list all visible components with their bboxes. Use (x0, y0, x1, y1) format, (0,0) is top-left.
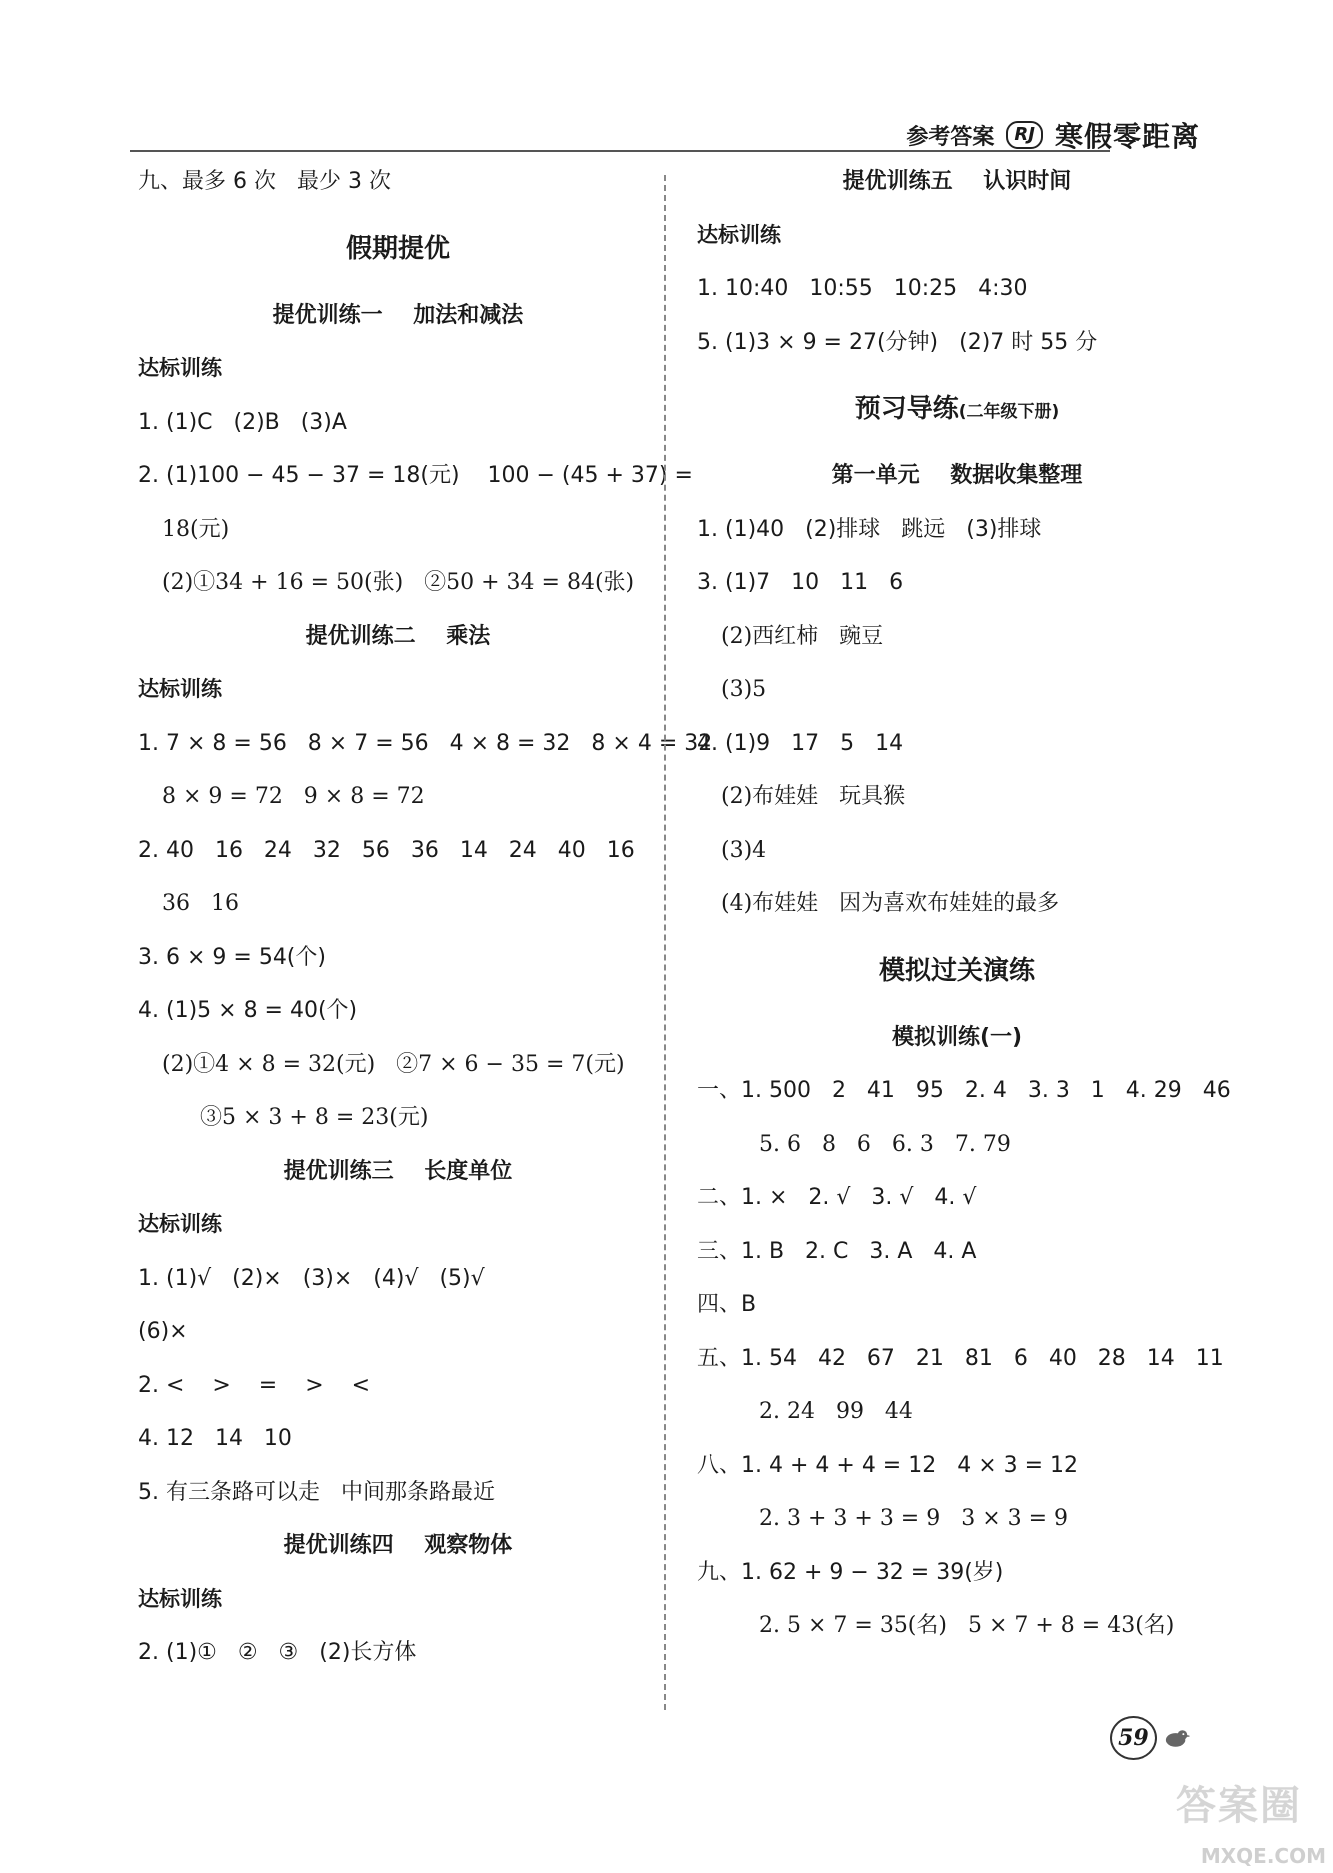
subsection-label (138, 663, 658, 717)
answer-line (138, 1626, 658, 1680)
column-divider (664, 175, 666, 1710)
section-heading (697, 1011, 1217, 1065)
answer-line (697, 1171, 1217, 1225)
answer-line (697, 1599, 1217, 1653)
answer-line (138, 503, 658, 557)
page-header (130, 105, 1200, 155)
answer-line (697, 1385, 1217, 1439)
line-text: (3)5 (721, 677, 767, 702)
line-text: 2. 40 16 24 32 56 36 14 24 40 16 (138, 837, 635, 863)
answer-line (138, 396, 658, 450)
answer-line (697, 556, 1217, 610)
header-label: 参考答案 (906, 124, 995, 150)
answer-line (697, 1546, 1217, 1600)
section-heading (697, 155, 1217, 209)
watermark (1170, 1770, 1330, 1870)
line-text: 2. (1)① ② ③ (2)长方体 (138, 1640, 417, 1665)
line-text: 1. 7 × 8 = 56 8 × 7 = 56 4 × 8 = 32 8 × 4 = 32 (138, 730, 713, 756)
header-brand-group (906, 115, 1200, 155)
answer-line (697, 1332, 1224, 1386)
line-text: 5. (1)3 × 9 = 27(分钟) (2)7 时 55 分 (697, 329, 1098, 355)
line-text: 36 16 (162, 891, 239, 916)
answer-line (697, 1064, 1231, 1118)
subsection-label (138, 1573, 658, 1627)
line-text: ③5 × 3 + 8 = 23(元) (200, 1105, 429, 1130)
line-text: 三、1. B 2. C 3. A 4. A (697, 1238, 977, 1264)
line-text: 2. 3 + 3 + 3 = 9 3 × 3 = 9 (759, 1506, 1069, 1531)
line-text: 第一单元 数据收集整理 (831, 463, 1083, 488)
page-number: 59 (1110, 1716, 1157, 1760)
answer-line (138, 1359, 658, 1413)
line-text: 假期提优 (345, 233, 450, 264)
line-text: 九、最多 6 次 最少 3 次 (138, 169, 391, 194)
answer-line (697, 1225, 1217, 1279)
line-text: 提优训练五 认识时间 (842, 169, 1072, 194)
right-column (697, 155, 1231, 1653)
line-text: (2)布娃娃 玩具猴 (721, 784, 906, 809)
answer-line (138, 717, 713, 771)
answer-line (138, 449, 693, 503)
line-text: 四、B (697, 1292, 757, 1317)
answer-line (697, 610, 1217, 664)
watermark-site: MXQE.COM (1200, 1844, 1326, 1868)
brand-logo: 寒假零距离 (1054, 120, 1200, 153)
answer-line (138, 877, 658, 931)
answer-line (138, 931, 658, 985)
line-text: 2. < > = > < (138, 1372, 371, 1398)
answer-line (697, 316, 1217, 370)
heading-suffix: (二年级下册) (958, 402, 1060, 422)
answer-line (138, 155, 658, 209)
rj-badge: RJ (1006, 121, 1043, 149)
answer-line (138, 1252, 658, 1306)
line-text: 达标训练 (138, 356, 222, 380)
bird-icon (1161, 1726, 1190, 1750)
line-text: 1. (1)C (2)B (3)A (138, 409, 347, 435)
answer-line (697, 663, 1217, 717)
answer-line (697, 1492, 1217, 1546)
answer-line (697, 262, 1217, 316)
answer-line (697, 824, 1217, 878)
line-text: 八、1. 4 + 4 + 4 = 12 4 × 3 = 12 (697, 1452, 1079, 1478)
answer-line (138, 770, 658, 824)
answer-line (697, 717, 1217, 771)
watermark-logo: 答案圈 (1176, 1783, 1302, 1829)
section-heading (138, 289, 658, 343)
answer-line (697, 1278, 1217, 1332)
line-text: (3)4 (721, 837, 767, 863)
line-text: 达标训练 (697, 222, 781, 247)
line-text: 提优训练一 加法和减法 (272, 302, 524, 328)
page-number-badge (1110, 1718, 1190, 1758)
line-text: 8 × 9 = 72 9 × 8 = 72 (162, 784, 425, 809)
subsection-label (138, 342, 658, 396)
line-text: 预习导练 (854, 394, 959, 424)
section-heading (697, 931, 1217, 1011)
line-text: 2. 24 99 44 (759, 1399, 913, 1424)
line-text: 3. 6 × 9 = 54(个) (138, 944, 326, 970)
line-text: (2)①4 × 8 = 32(元) ②7 × 6 − 35 = 7(元) (162, 1051, 625, 1077)
section-heading (138, 1145, 658, 1199)
line-text: 2. (1)100 − 45 − 37 = 18(元) 100 − (45 + 37) = (138, 463, 693, 488)
section-heading (138, 209, 658, 289)
answer-line (138, 1091, 658, 1145)
line-text: 达标训练 (138, 1212, 222, 1236)
answer-line (138, 824, 658, 878)
line-text: 提优训练二 乘法 (305, 623, 491, 649)
answer-line (697, 877, 1217, 931)
line-text: 提优训练四 观察物体 (283, 1533, 513, 1558)
line-text: 提优训练三 长度单位 (283, 1158, 513, 1184)
subsection-label (138, 1198, 658, 1252)
line-text: 达标训练 (138, 1586, 222, 1611)
line-text: 4. (1)9 17 5 14 (697, 730, 904, 756)
line-text: 1. 10:40 10:55 10:25 4:30 (697, 276, 1028, 301)
line-text: 4. (1)5 × 8 = 40(个) (138, 998, 358, 1023)
line-text: 4. 12 14 10 (138, 1426, 292, 1451)
line-text: 5. 6 8 6 6. 3 7. 79 (759, 1131, 1011, 1157)
line-text: 1. (1)40 (2)排球 跳远 (3)排球 (697, 516, 1042, 542)
line-text: (2)①34 + 16 = 50(张) ②50 + 34 = 84(张) (162, 570, 635, 595)
section-heading (138, 1519, 658, 1573)
subsection-label (697, 209, 1217, 263)
line-text: 五、1. 54 42 67 21 81 6 40 28 14 11 (697, 1345, 1224, 1371)
line-text: 九、1. 62 + 9 − 32 = 39(岁) (697, 1559, 1004, 1585)
section-heading (697, 449, 1217, 503)
answer-line (138, 1038, 658, 1092)
answer-line (697, 770, 1217, 824)
line-text: 1. (1)√ (2)× (3)× (4)√ (5)√ (138, 1265, 485, 1291)
line-text: 达标训练 (138, 677, 222, 701)
answer-line (138, 1412, 658, 1466)
section-heading (697, 369, 1217, 449)
line-text: 3. (1)7 10 11 6 (697, 570, 904, 595)
line-text: (6)× (138, 1319, 188, 1344)
line-text: (4)布娃娃 因为喜欢布娃娃的最多 (721, 891, 1060, 916)
line-text: 模拟过关演练 (878, 955, 1035, 986)
line-text: 二、1. × 2. √ 3. √ 4. √ (697, 1185, 977, 1210)
answer-line (697, 1118, 1217, 1172)
line-text: (2)西红柿 豌豆 (721, 623, 884, 649)
line-text: 2. 5 × 7 = 35(名) 5 × 7 + 8 = 43(名) (759, 1613, 1175, 1638)
line-text: 18(元) (162, 516, 230, 542)
line-text: 模拟训练(一) (891, 1024, 1023, 1050)
line-text: 5. 有三条路可以走 中间那条路最近 (138, 1479, 495, 1505)
section-heading (138, 610, 658, 664)
line-text: 一、1. 500 2 41 95 2. 4 3. 3 1 4. 29 46 (697, 1078, 1231, 1103)
answer-line (138, 1466, 658, 1520)
answer-line (138, 556, 658, 610)
left-column (138, 155, 713, 1680)
answer-line (697, 1439, 1217, 1493)
answer-line (697, 503, 1217, 557)
answer-line (138, 1305, 658, 1359)
answer-line (138, 984, 658, 1038)
